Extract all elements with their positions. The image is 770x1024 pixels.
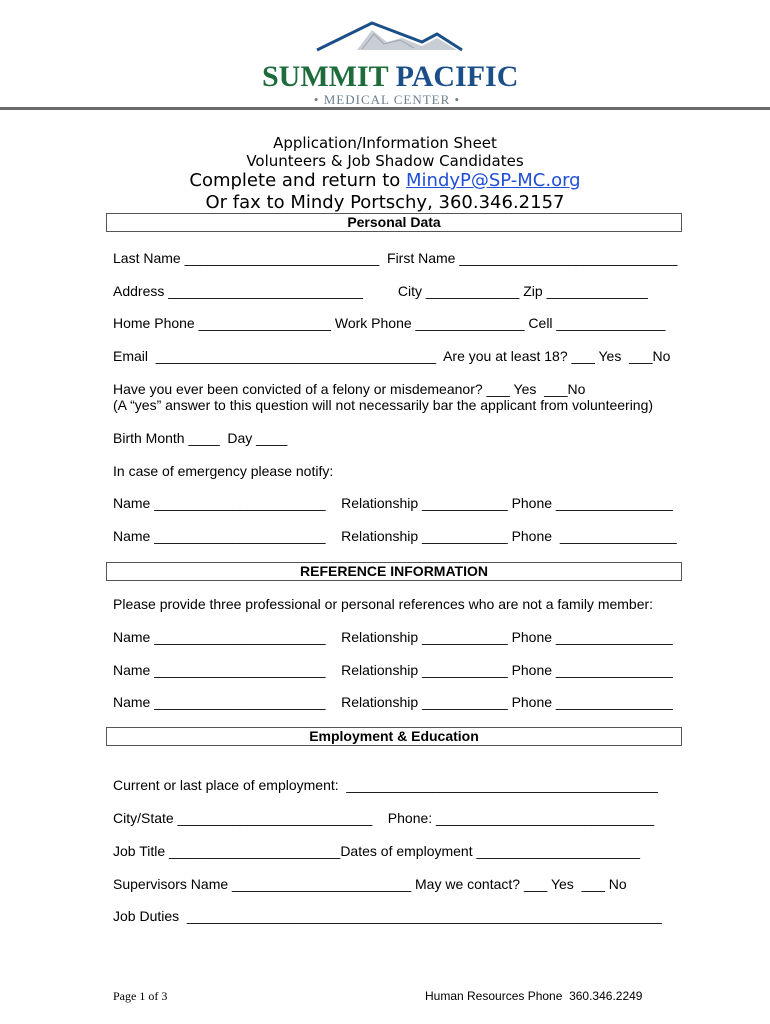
employment-city-phone-line: City/State _________________________ Phone: ____________________________ [113, 810, 655, 826]
reference-1: Name ______________________ Relationship ___________ Phone _______________ [113, 629, 673, 645]
reference-2: Name ______________________ Relationship ___________ Phone _______________ [113, 662, 673, 678]
emergency-contact-1: Name ______________________ Relationship ___________ Phone _______________ [113, 495, 673, 511]
name-line: Last Name _________________________ First Name ____________________________ [113, 250, 678, 266]
email-link[interactable]: MindyP@SP-MC.org [406, 170, 581, 191]
logo-summit: SUMMIT [262, 60, 389, 93]
section-reference-information: REFERENCE INFORMATION [106, 562, 682, 581]
birth-line: Birth Month ____ Day ____ [113, 430, 288, 446]
reference-instruction: Please provide three professional or personal references who are not a family member: [113, 596, 654, 612]
mountain-logo-icon [262, 20, 512, 60]
section-personal-data: Personal Data [106, 213, 682, 232]
logo-wordmark [262, 60, 519, 94]
logo-subtitle: • MEDICAL CENTER • [313, 92, 461, 107]
employment-place-line: Current or last place of employment: ________________________________________ [113, 777, 658, 793]
email-age-line: Email ____________________________________ Are you at least 18? ___ Yes ___No [113, 348, 671, 364]
reference-3: Name ______________________ Relationship ___________ Phone _______________ [113, 694, 673, 710]
emergency-heading: In case of emergency please notify: [113, 463, 334, 479]
fax-instruction: Or fax to Mindy Portschy, 360.346.2157 [205, 192, 565, 213]
form-subtitle: Volunteers & Job Shadow Candidates [246, 152, 524, 170]
hr-phone: Human Resources Phone 360.346.2249 [425, 989, 643, 1003]
form-title: Application/Information Sheet [273, 134, 497, 152]
address-line: Address _________________________ City ____________ Zip _____________ [113, 283, 648, 299]
page-number: Page 1 of 3 [113, 989, 168, 1003]
section-employment-education: Employment & Education [106, 727, 682, 746]
emergency-contact-2: Name ______________________ Relationship ___________ Phone _______________ [113, 528, 677, 544]
header-divider [0, 107, 770, 110]
logo [262, 20, 519, 107]
job-title-line: Job Title ______________________Dates of employment _____________________ [113, 843, 641, 859]
felony-note: (A “yes” answer to this question will not necessarily bar the applicant from volunteering) [113, 397, 654, 413]
return-instruction [0, 170, 770, 191]
return-prefix: Complete and return to [189, 170, 406, 191]
phone-line: Home Phone _________________ Work Phone ______________ Cell ______________ [113, 315, 666, 331]
job-duties-line: Job Duties _____________________________________________________________ [113, 908, 662, 924]
logo-pacific: PACIFIC [395, 60, 519, 93]
felony-question: Have you ever been convicted of a felony or misdemeanor? ___ Yes ___No [113, 381, 586, 397]
supervisor-line: Supervisors Name _______________________ May we contact? ___ Yes ___ No [113, 876, 627, 892]
